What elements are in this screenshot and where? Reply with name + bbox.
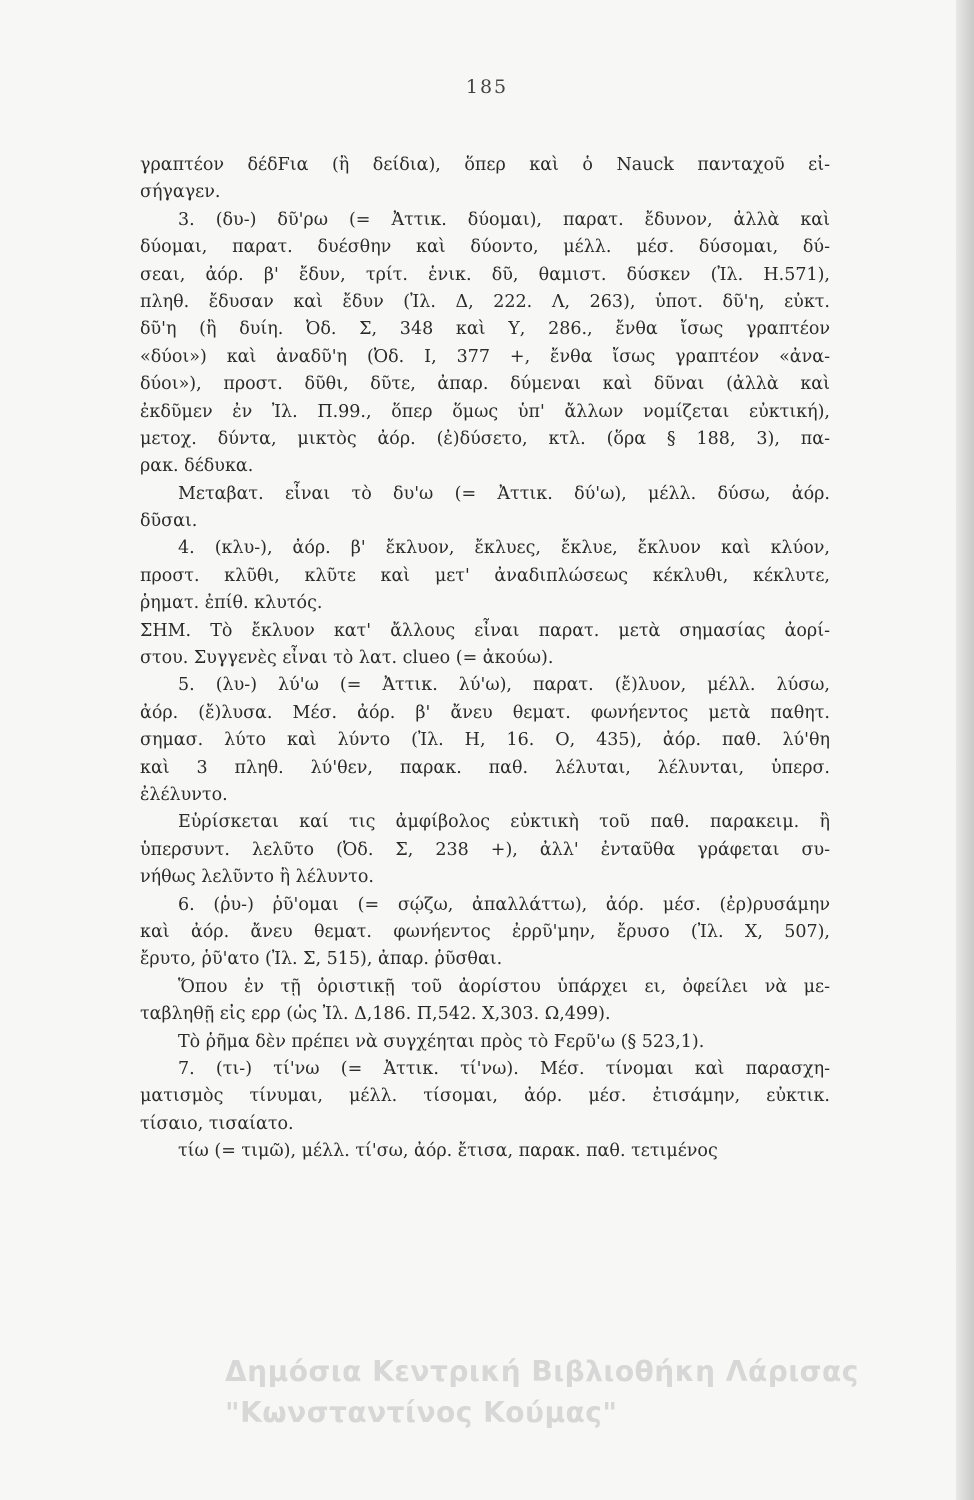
text-line: νήθως λελῦντο ἢ λέλυντο. [140, 867, 374, 888]
text-line: δύομαι, παρατ. δυέσθην καὶ δύοντο, μέλλ. μέσ. δύσομαι, δύ- [140, 237, 830, 258]
text-line: γραπτέον δέδFια (ἢ δείδια), ὅπερ καὶ ὁ Nauck πανταχοῦ εἰ- [140, 155, 830, 175]
text-line: ΣΗΜ. Τὸ ἔκλυον κατ' ἄλλους εἶναι παρατ. μετὰ σημασίας ἀορί- [140, 620, 830, 641]
text-line: «δύοι») καὶ ἀναδῦ'η (Ὀδ. Ι, 377 +, ἔνθα ἴσως γραπτέον «ἀνα- [140, 346, 830, 367]
text-line: Εὑρίσκεται καί τις ἀμφίβολος εὐκτικὴ τοῦ παθ. παρακειμ. ἢ [178, 812, 830, 833]
text-line: ἔρυτο, ῥῦ'ατο (Ἰλ. Σ, 515), ἀπαρ. ῥῦσθαι. [140, 949, 503, 970]
text-line: 7. (τι-) τί'νω (= Ἀττικ. τί'νω). Μέσ. τίνομαι καὶ παρασχη- [178, 1058, 830, 1079]
text-line: 6. (ῥυ-) ῥῦ'ομαι (= σῴζω, ἀπαλλάττω), ἀόρ. μέσ. (ἐρ)ρυσάμην [178, 894, 830, 915]
text-line: ἐκδῦμεν ἐν Ἰλ. Π.99., ὅπερ ὅμως ὑπ' ἄλλων νομίζεται εὐκτική), [140, 401, 830, 422]
text-line: καὶ ἀόρ. ἄνευ θεματ. φωνήεντος ἐρρῦ'μην, ἔρυσο (Ἰλ. Χ, 507), [140, 921, 830, 942]
text-line: σημασ. λύτο καὶ λύντο (Ἰλ. Η, 16. Ο, 435), ἀόρ. παθ. λύ'θη [140, 730, 830, 751]
text-line: μετοχ. δύντα, μικτὸς ἀόρ. (ἐ)δύσετο, κτλ. (ὅρα § 188, 3), πα- [140, 428, 830, 449]
text-line: 5. (λυ-) λύ'ω (= Ἀττικ. λύ'ω), παρατ. (ἔ)λυον, μέλλ. λύσω, [178, 675, 830, 696]
text-line: Μεταβατ. εἶναι τὸ δυ'ω (= Ἀττικ. δύ'ω), μέλλ. δύσω, ἀόρ. [178, 483, 830, 504]
text-line: Ὅπου ἐν τῇ ὁριστικῇ τοῦ ἀορίστου ὑπάρχει ει, ὀφείλει νὰ με- [178, 976, 830, 997]
text-line: τίω (= τιμῶ), μέλλ. τί'σω, ἀόρ. ἔτισα, παρακ. παθ. τετιμένος [178, 1141, 718, 1162]
text-line: ματισμὸς τίνυμαι, μέλλ. τίσομαι, ἀόρ. μέσ. ἐτισάμην, εὐκτικ. [140, 1086, 830, 1107]
text-line: στου. Συγγενὲς εἶναι τὸ λατ. clueo (= ἀκούω). [140, 648, 554, 669]
page-number: 185 [465, 76, 509, 98]
text-line: προστ. κλῦθι, κλῦτε καὶ μετ' ἀναδιπλώσεως κέκλυθι, κέκλυτε, [140, 565, 830, 586]
text-line: σήγαγεν. [140, 182, 221, 203]
text-line: ρακ. δέδυκα. [140, 456, 254, 477]
text-line: δῦσαι. [140, 511, 198, 532]
text-line: Τὸ ῥῆμα δὲν πρέπει νὰ συγχέηται πρὸς τὸ Fερῦ'ω (§ 523,1). [178, 1031, 705, 1052]
text-line: 4. (κλυ-), ἀόρ. β' ἔκλυον, ἔκλυες, ἔκλυε, ἔκλυον καὶ κλύον, [178, 538, 830, 559]
text-line: ῥηματ. ἐπίθ. κλυτός. [140, 593, 323, 614]
text-line: ὑπερσυντ. λελῦτο (Ὀδ. Σ, 238 +), ἀλλ' ἐνταῦθα γράφεται συ- [140, 839, 830, 860]
page-edge-shadow [956, 0, 974, 1500]
text-line: σεαι, ἀόρ. β' ἔδυν, τρίτ. ἑνικ. δῦ, θαμιστ. δύσκεν (Ἰλ. Η.571), [140, 264, 830, 285]
text-line: 3. (δυ-) δῦ'ρω (= Ἀττικ. δύομαι), παρατ. ἔδυνον, ἀλλὰ καὶ [178, 209, 830, 230]
text-line: τίσαιο, τισαίατο. [140, 1113, 294, 1134]
text-line: ταβληθῇ εἰς ερρ (ὡς Ἰλ. Δ,186. Π,542. Χ,303. Ω,499). [140, 1004, 611, 1025]
text-line: καὶ 3 πληθ. λύ'θεν, παρακ. παθ. λέλυται, λέλυνται, ὑπερσ. [140, 757, 830, 778]
text-line: δύοι»), προστ. δῦθι, δῦτε, ἀπαρ. δύμεναι καὶ δῦναι (ἀλλὰ καὶ [140, 374, 830, 395]
text-line: δῦ'η (ἢ δυίη. Ὀδ. Σ, 348 καὶ Υ, 286., ἔνθα ἴσως γραπτέον [140, 319, 830, 340]
page-body [140, 152, 830, 1165]
text-line: πληθ. ἔδυσαν καὶ ἔδυν (Ἰλ. Δ, 222. Λ, 263), ὑποτ. δῦ'η, εὐκτ. [140, 291, 830, 312]
text-line: ἐλέλυντο. [140, 784, 228, 805]
library-watermark-line2: "Κωνσταντίνος Κούμας" [225, 1396, 618, 1429]
library-watermark-line1: Δημόσια Κεντρική Βιβλιοθήκη Λάρισας [225, 1355, 859, 1388]
text-line: ἀόρ. (ἔ)λυσα. Μέσ. ἀόρ. β' ἄνευ θεματ. φωνήεντος μετὰ παθητ. [140, 702, 830, 723]
